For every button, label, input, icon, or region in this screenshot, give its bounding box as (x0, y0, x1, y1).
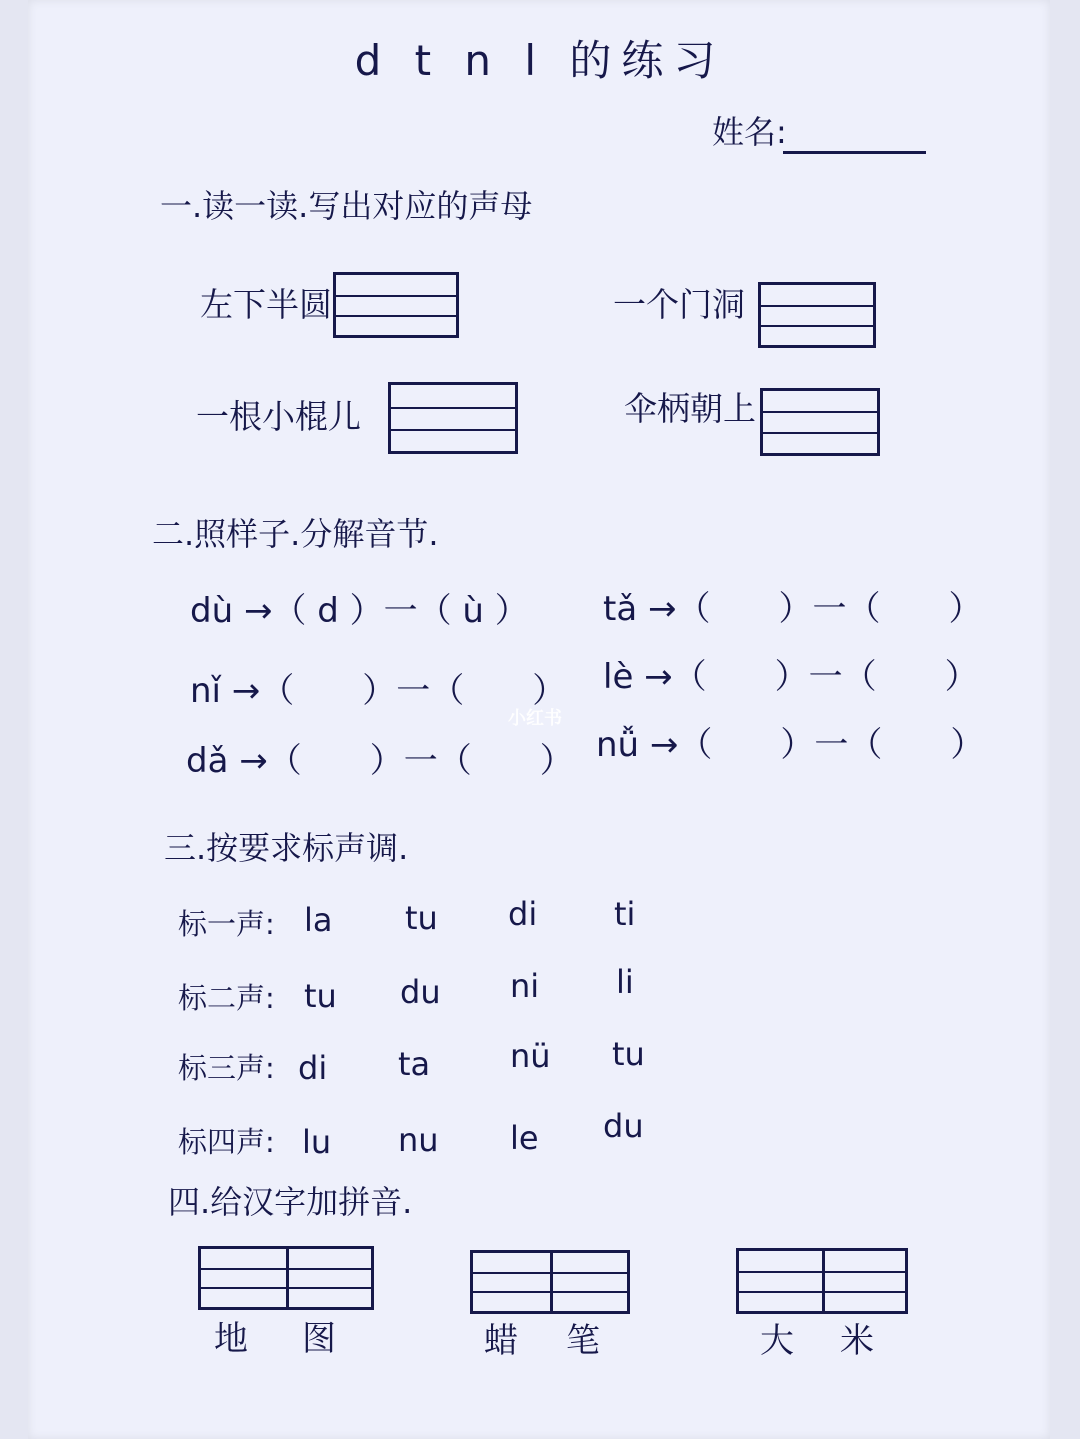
s4-word3-pinyin-box[interactable] (736, 1248, 908, 1314)
s4-word2-char1: 蜡 (484, 1321, 518, 1361)
s3-row3-syllable-4[interactable]: tu (612, 1035, 645, 1073)
s3-row2-syllable-3[interactable]: ni (510, 967, 540, 1005)
s4-word1-char1: 地 (214, 1319, 248, 1359)
s2-row-ni[interactable]: nǐ →（ ）一（ ） (190, 671, 567, 711)
s1-item-3-answer-box[interactable] (388, 382, 518, 454)
s2-row-le[interactable]: lè →（ ）一（ ） (603, 657, 979, 697)
s2-example-row: dù →（ d ）一（ ù ） (190, 591, 529, 631)
s4-word3-char1: 大 (760, 1321, 794, 1361)
section4-heading: 四.给汉字加拼音. (168, 1183, 413, 1221)
s3-row2-label: 标二声: (178, 981, 275, 1015)
s3-row4-label: 标四声: (178, 1125, 275, 1159)
s4-word3-char2: 米 (840, 1321, 874, 1361)
s3-row2-syllable-2[interactable]: du (400, 973, 441, 1011)
s1-item-4-answer-box[interactable] (760, 388, 880, 456)
name-blank-line[interactable] (783, 151, 926, 154)
s4-word1-char2: 图 (302, 1319, 336, 1359)
s3-row4-syllable-4[interactable]: du (603, 1107, 644, 1145)
s3-row3-syllable-1[interactable]: di (298, 1049, 328, 1087)
s3-row3-label: 标三声: (178, 1051, 275, 1085)
watermark: 小红书 (508, 708, 562, 729)
s2-row-ta[interactable]: tǎ →（ ）一（ ） (603, 589, 983, 629)
s1-item-2-answer-box[interactable] (758, 282, 876, 348)
s4-word2-pinyin-box[interactable] (470, 1250, 630, 1314)
s3-row4-syllable-2[interactable]: nu (398, 1121, 439, 1159)
s1-item-1-label: 左下半圆 (200, 285, 332, 324)
s2-row-nu[interactable]: nǚ →（ ）一（ ） (596, 725, 985, 765)
s1-item-4-label: 伞柄朝上 (624, 389, 756, 428)
s3-row3-syllable-3[interactable]: nü (510, 1037, 551, 1075)
s4-word1-pinyin-box[interactable] (198, 1246, 374, 1310)
s1-item-1-answer-box[interactable] (333, 272, 459, 338)
section1-heading: 一.读一读.写出对应的声母 (160, 187, 533, 225)
s3-row1-syllable-2[interactable]: tu (405, 899, 438, 937)
s3-row4-syllable-1[interactable]: lu (302, 1123, 332, 1161)
s1-item-2-label: 一个门洞 (613, 285, 745, 324)
worksheet-title: d t n l 的练习 (354, 36, 726, 85)
s3-row1-syllable-3[interactable]: di (508, 895, 538, 933)
s3-row1-label: 标一声: (178, 907, 275, 941)
s4-word2-char2: 笔 (566, 1321, 600, 1361)
s3-row2-syllable-4[interactable]: li (616, 963, 634, 1001)
s3-row3-syllable-2[interactable]: ta (398, 1045, 431, 1083)
s2-row-da[interactable]: dǎ →（ ）一（ ） (186, 741, 574, 781)
s3-row2-syllable-1[interactable]: tu (304, 977, 337, 1015)
s3-row1-syllable-1[interactable]: la (304, 901, 333, 939)
s1-item-3-label: 一根小棍儿 (196, 397, 361, 436)
section2-heading: 二.照样子.分解音节. (152, 515, 439, 553)
name-label: 姓名: (712, 113, 787, 151)
s3-row4-syllable-3[interactable]: le (510, 1119, 539, 1157)
s3-row1-syllable-4[interactable]: ti (614, 895, 636, 933)
section3-heading: 三.按要求标声调. (164, 829, 409, 867)
